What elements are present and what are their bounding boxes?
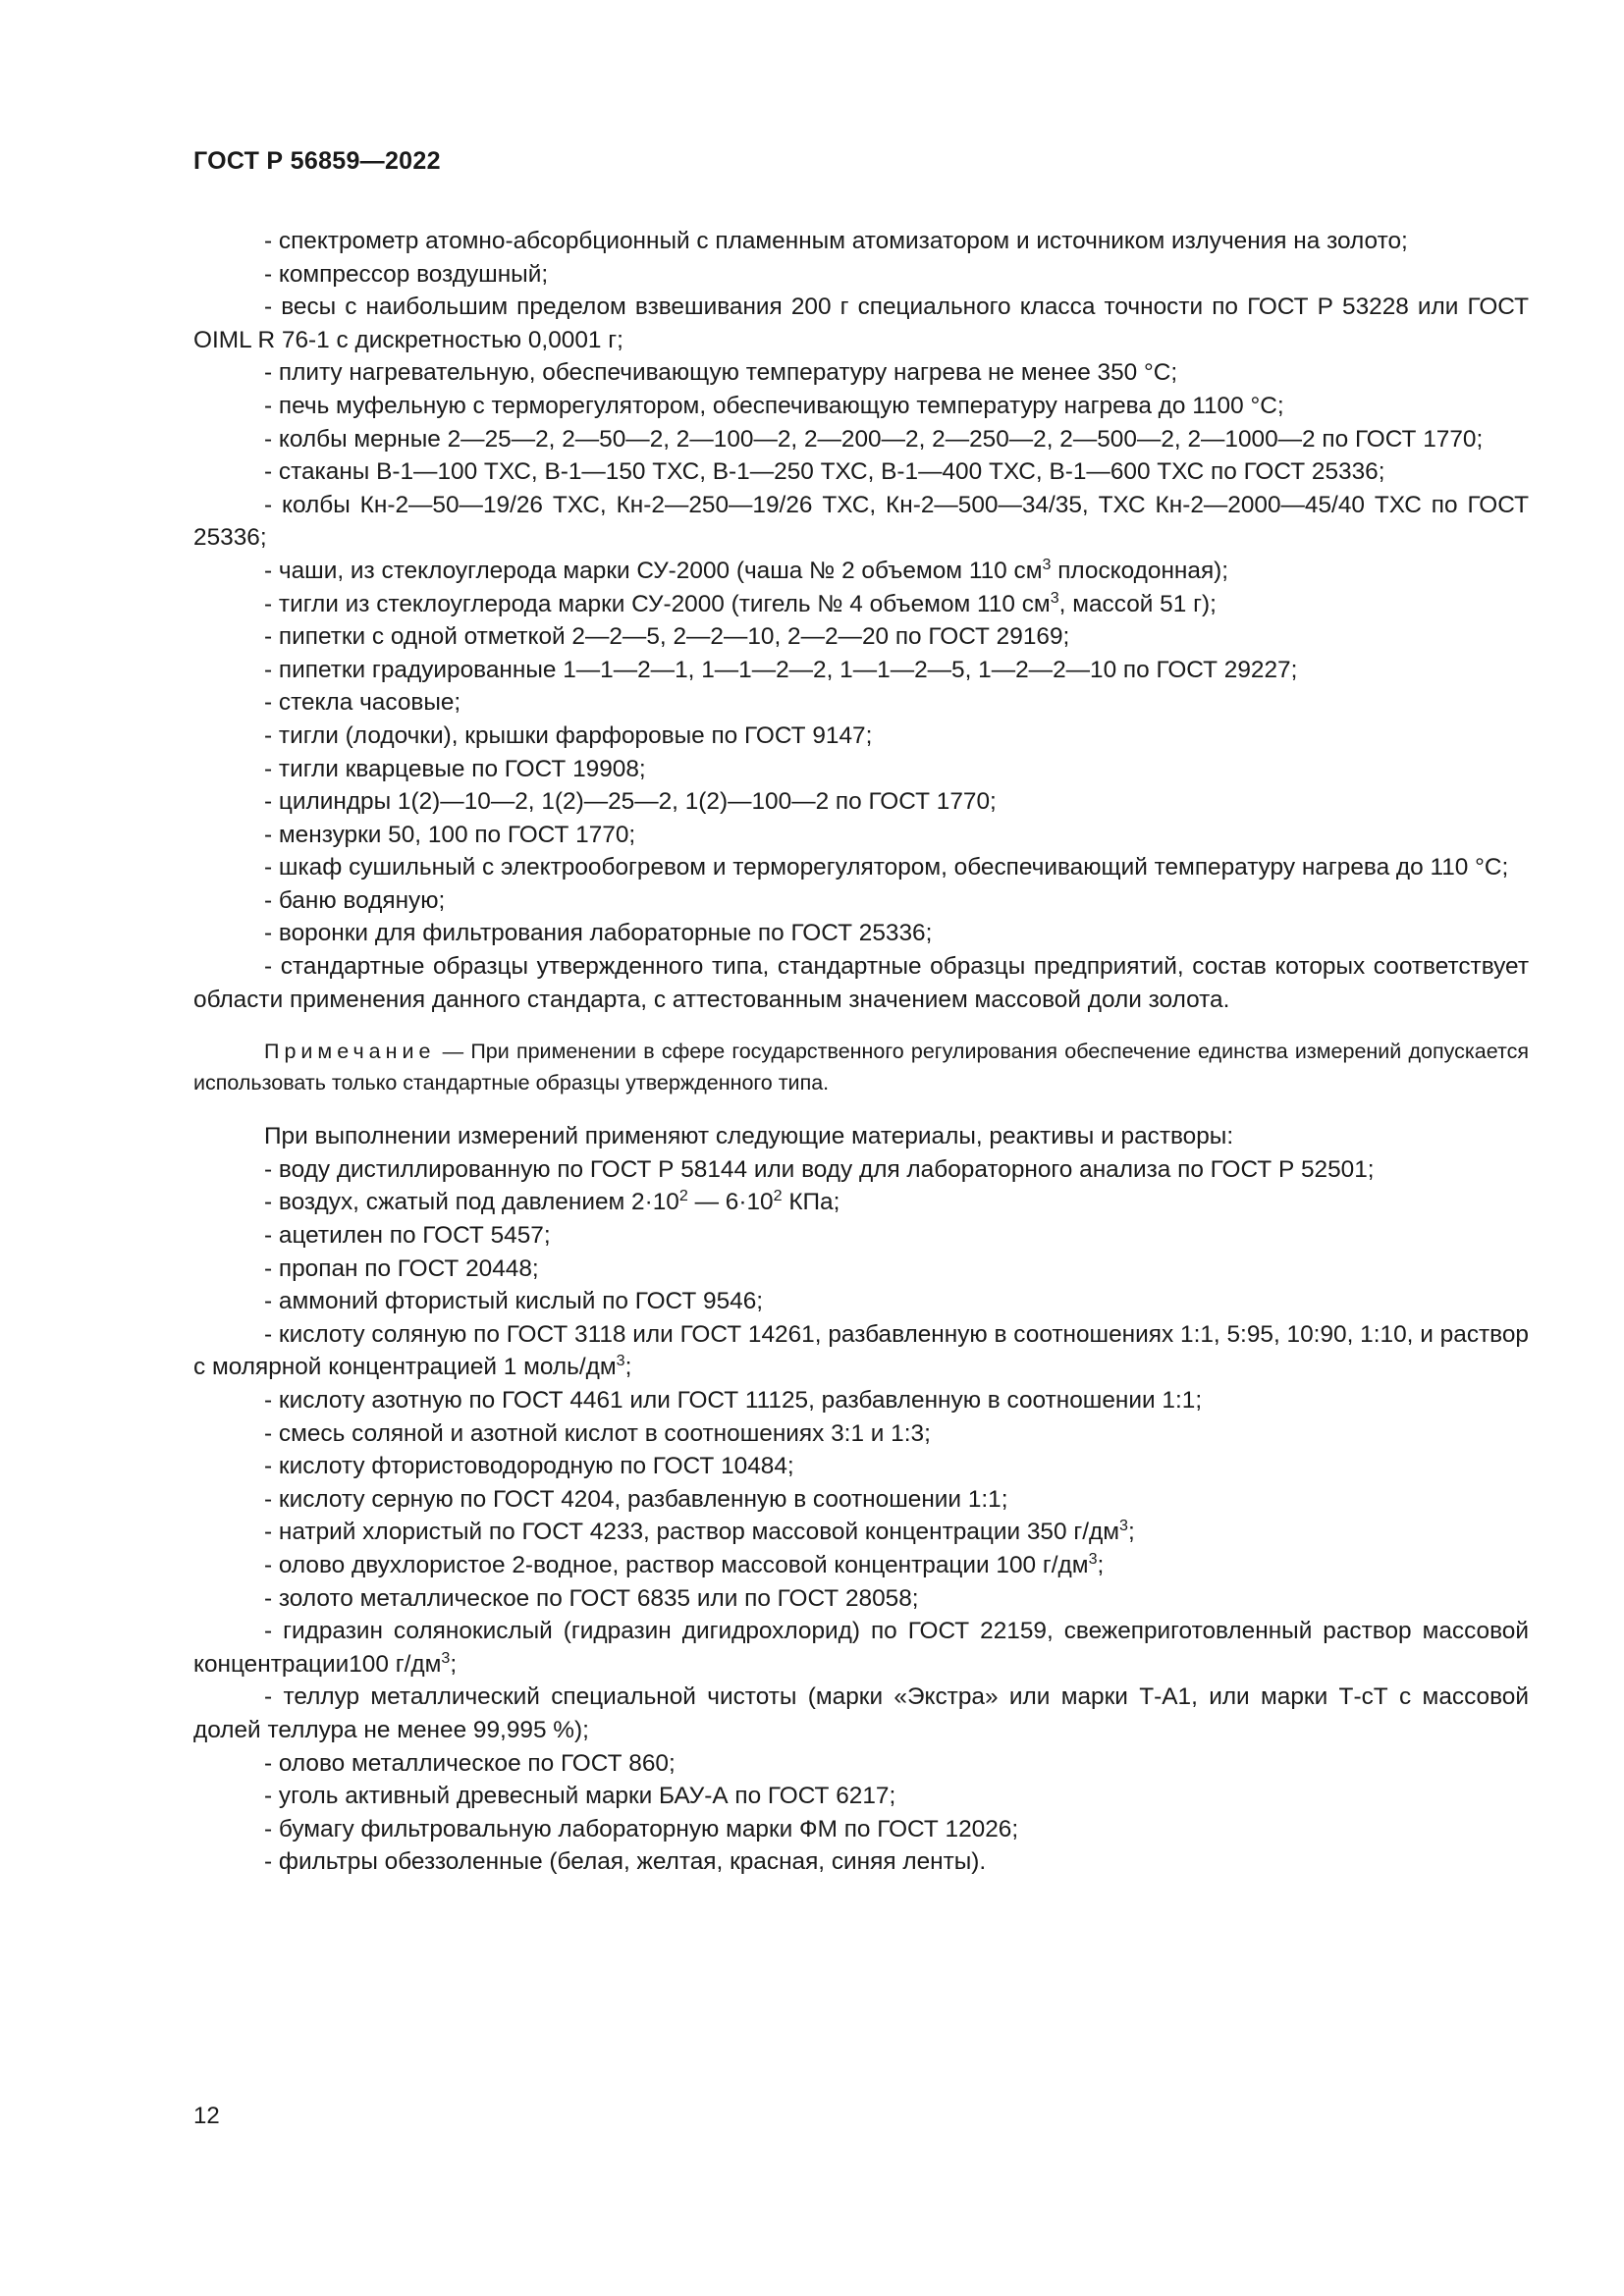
equipment-item: - тигли (лодочки), крышки фарфоровые по ГОСТ 9147; (264, 721, 873, 749)
note-label: Примечание (264, 1040, 436, 1064)
document-body (193, 225, 1529, 1879)
text-fragment: - олово двухлористое 2-водное, раствор массовой концентрации 100 г/дм (264, 1551, 1089, 1578)
document-header: ГОСТ Р 56859—2022 (193, 147, 441, 175)
material-item (193, 1516, 1529, 1549)
superscript: 3 (616, 1352, 625, 1370)
equipment-item: - шкаф сушильный с электрообогревом и терморегулятором, обеспечивающий температуру нагрева до 110 °С; (264, 854, 1509, 881)
superscript: 3 (1088, 1550, 1098, 1569)
material-item: - пропан по ГОСТ 20448; (264, 1255, 539, 1282)
equipment-item: - стандартные образцы утвержденного типа, стандартные образцы предприятий, состав которых соответствует области применения данного стандарта, с аттестованным значением массовой доли золота. (193, 953, 1529, 1013)
superscript: 3 (441, 1648, 451, 1667)
text-fragment: - чаши, из стеклоуглерода марки СУ-2000 (чаша № 2 объемом 110 см (264, 557, 1043, 584)
materials-intro: При выполнении измерений применяют следующие материалы, реактивы и растворы: (264, 1123, 1234, 1150)
text-fragment: ; (450, 1650, 458, 1678)
text-fragment: - воздух, сжатый под давлением 2·10 (264, 1189, 679, 1216)
text-fragment: — 6·10 (687, 1189, 774, 1216)
material-item: - олово металлическое по ГОСТ 860; (264, 1749, 676, 1777)
equipment-item: - воронки для фильтрования лабораторные по ГОСТ 25336; (264, 920, 933, 947)
equipment-list (193, 225, 1529, 1016)
material-item: - теллур металлический специальной чистоты (марки «Экстра» или марки Т-А1, или марки Т-сТ с массовой долей теллура не менее 99,995 %); (193, 1683, 1529, 1743)
equipment-item: - тигли кварцевые по ГОСТ 19908; (264, 755, 646, 782)
equipment-item (193, 555, 1529, 588)
text-fragment: плоскодонная); (1051, 557, 1229, 584)
equipment-item: - компрессор воздушный; (264, 260, 549, 288)
note-paragraph (193, 1036, 1529, 1098)
equipment-item: - стаканы В-1—100 ТХС, В-1—150 ТХС, В-1—250 ТХС, В-1—400 ТХС, В-1—600 ТХС по ГОСТ 25336; (264, 458, 1385, 486)
superscript: 2 (773, 1187, 783, 1205)
text-fragment: ; (1097, 1551, 1105, 1578)
material-item: - кислоту серную по ГОСТ 4204, разбавленную в соотношении 1:1; (264, 1485, 1008, 1513)
material-item: - воду дистиллированную по ГОСТ Р 58144 или воду для лабораторного анализа по ГОСТ Р 52501; (264, 1155, 1375, 1183)
superscript: 3 (1119, 1517, 1128, 1535)
material-item (193, 1186, 1529, 1219)
equipment-item: - пипетки с одной отметкой 2—2—5, 2—2—10, 2—2—20 по ГОСТ 29169; (264, 623, 1070, 651)
material-item: - кислоту фтористоводородную по ГОСТ 10484; (264, 1453, 794, 1480)
superscript: 3 (1042, 556, 1052, 574)
material-item: - фильтры обеззоленные (белая, желтая, красная, синяя ленты). (264, 1848, 987, 1876)
text-fragment: - натрий хлористый по ГОСТ 4233, раствор массовой концентрации 350 г/дм (264, 1519, 1120, 1546)
equipment-item: - пипетки градуированные 1—1—2—1, 1—1—2—2, 1—1—2—5, 1—2—2—10 по ГОСТ 29227; (264, 656, 1298, 683)
superscript: 2 (678, 1187, 688, 1205)
equipment-item: - цилиндры 1(2)—10—2, 1(2)—25—2, 1(2)—100—2 по ГОСТ 1770; (264, 788, 997, 816)
equipment-item: - плиту нагревательную, обеспечивающую температуру нагрева не менее 350 °С; (264, 359, 1178, 387)
text-fragment: , массой 51 г); (1058, 590, 1217, 617)
equipment-item: - колбы Кн-2—50—19/26 ТХС, Кн-2—250—19/26 ТХС, Кн-2—500—34/35, ТХС Кн-2—2000—45/40 ТХС по ГОСТ 25336; (193, 491, 1529, 552)
material-item: - кислоту азотную по ГОСТ 4461 или ГОСТ 11125, разбавленную в соотношении 1:1; (264, 1387, 1203, 1414)
text-fragment: - кислоту соляную по ГОСТ 3118 или ГОСТ 14261, разбавленную в соотношениях 1:1, 5:95, 10:90, 1:10, и раствор с молярной концентрацией 1 моль/дм (193, 1320, 1529, 1381)
equipment-item: - печь муфельную с терморегулятором, обеспечивающую температуру нагрева до 1100 °С; (264, 392, 1284, 419)
text-fragment: ; (1127, 1519, 1135, 1546)
material-item (193, 1318, 1529, 1384)
material-item: - золото металлическое по ГОСТ 6835 или по ГОСТ 28058; (264, 1584, 919, 1612)
material-item (193, 1549, 1529, 1582)
text-fragment: - тигли из стеклоуглерода марки СУ-2000 (тигель № 4 объемом 110 см (264, 590, 1051, 617)
equipment-item: - весы с наибольшим пределом взвешивания 200 г специального класса точности по ГОСТ Р 53228 или ГОСТ OIML R 76-1 с дискретностью 0,0001 г; (193, 294, 1529, 353)
equipment-item: - баню водяную; (264, 886, 446, 914)
equipment-item: - спектрометр атомно-абсорбционный с пламенным атомизатором и источником излучения на золото; (264, 228, 1408, 254)
equipment-item: - колбы мерные 2—25—2, 2—50—2, 2—100—2, 2—200—2, 2—250—2, 2—500—2, 2—1000—2 по ГОСТ 1770; (264, 425, 1484, 453)
text-fragment: КПа; (782, 1189, 840, 1216)
note-text: — При применении в сфере государственного регулирования обеспечение единства измерений допускается использовать только стандартные образцы утвержденного типа. (193, 1040, 1529, 1095)
superscript: 3 (1050, 588, 1059, 607)
material-item: - аммоний фтористый кислый по ГОСТ 9546; (264, 1288, 764, 1315)
text-fragment: - гидразин солянокислый (гидразин дигидрохлорид) по ГОСТ 22159, свежеприготовленный раствор массовой концентрации100 г/дм (193, 1618, 1529, 1678)
material-item: - ацетилен по ГОСТ 5457; (264, 1222, 551, 1250)
equipment-item (193, 588, 1529, 621)
material-item: - смесь соляной и азотной кислот в соотношениях 3:1 и 1:3; (264, 1419, 931, 1447)
text-fragment: ; (624, 1354, 632, 1381)
equipment-item: - мензурки 50, 100 по ГОСТ 1770; (264, 821, 636, 848)
material-item: - уголь активный древесный марки БАУ-А по ГОСТ 6217; (264, 1783, 896, 1810)
material-item (193, 1615, 1529, 1681)
page-number: 12 (193, 2103, 220, 2129)
materials-list (193, 1153, 1529, 1879)
equipment-item: - стекла часовые; (264, 689, 461, 717)
material-item: - бумагу фильтровальную лабораторную марки ФМ по ГОСТ 12026; (264, 1815, 1019, 1842)
